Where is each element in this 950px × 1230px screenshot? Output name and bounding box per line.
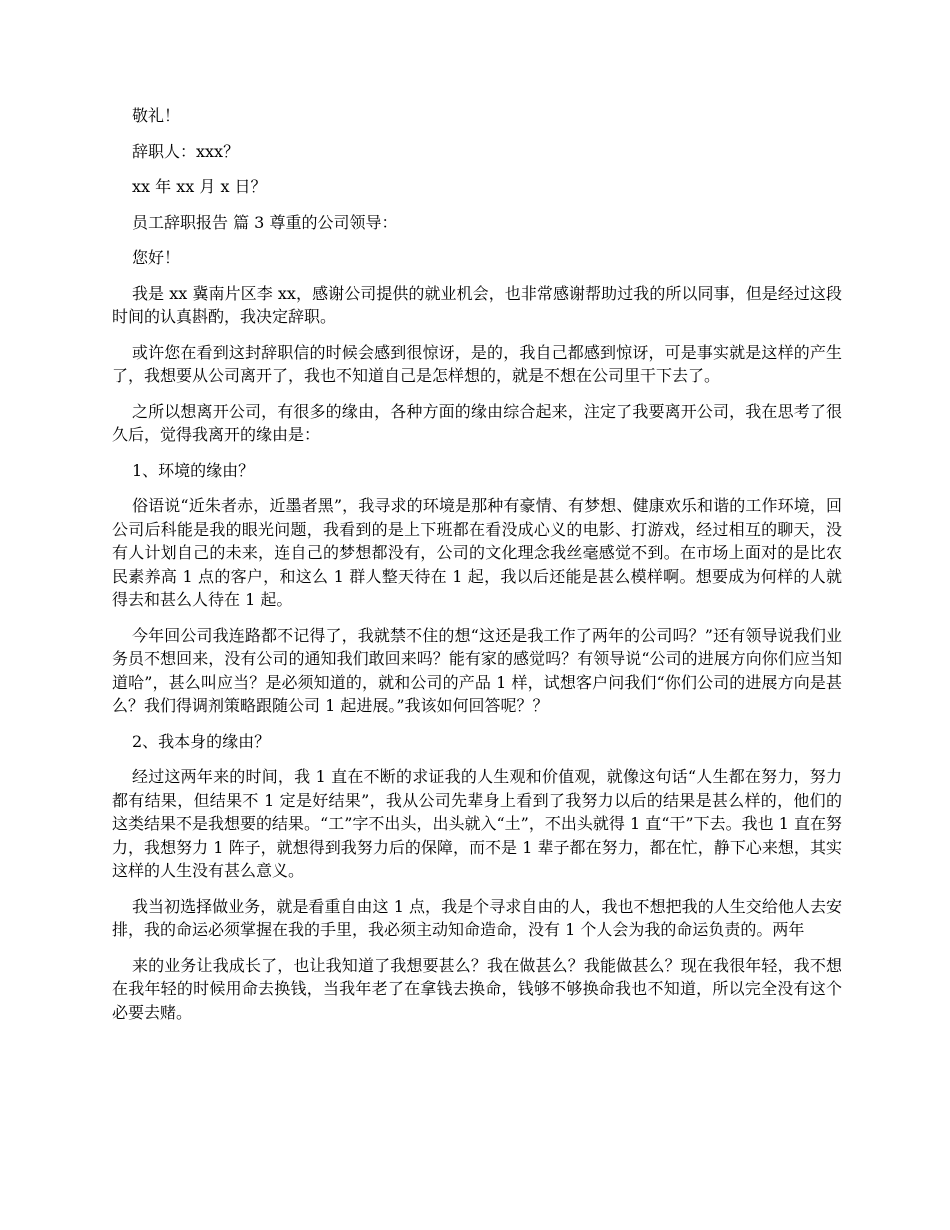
body-paragraph: 今年回公司我连路都不记得了，我就禁不住的想“这还是我工作了两年的公司吗？”还有领导说我们业务员不想回来，没有公司的通知我们敢回来吗？能有家的感觉吗？有领导说“公司的进展方向你们应当知道哈”，甚么叫应当？是必须知道的，就和公司的产品 1 样，试想客户问我们“你们公司的进展方向是甚么？我们得调剂策略跟随公司 1 起进展。”我该如何回答呢？？	[112, 625, 842, 715]
closing-salutation: 敬礼！	[132, 106, 181, 125]
body-paragraph: 来的业务让我成长了，也让我知道了我想要甚么？我在做甚么？我能做甚么？现在我很年轻，我不想在我年轻的时候用命去换钱，当我年老了在拿钱去换命，钱够不够换命我也不知道，所以完全没有这个必要去赌。	[112, 955, 842, 1022]
body-paragraph: 之所以想离开公司，有很多的缘由，各种方面的缘由综合起来，注定了我要离开公司，我在思考了很久后，觉得我离开的缘由是：	[112, 401, 842, 444]
document-body	[112, 104, 842, 1036]
greeting: 您好！	[132, 248, 181, 267]
body-paragraph: 我是 xx 冀南片区李 xx，感谢公司提供的就业机会，也非常感谢帮助过我的所以同事，但是经过这段时间的认真斟酌，我决定辞职。	[112, 283, 842, 326]
report-heading: 员工辞职报告 篇 3 尊重的公司领导：	[132, 212, 398, 232]
body-paragraph: 经过这两年来的时间，我 1 直在不断的求证我的人生观和价值观，就像这句话“人生都在努力，努力都有结果，但结果不 1 定是好结果”，我从公司先辈身上看到了我努力以后的结果是甚么样的，他们的这类结果不是我想要的结果。“工”字不出头，出头就入“土”，不出头就得 1 直“干”下去。我也 1 直在努力，我想努力 1 阵子，就想得到我努力后的保障，而不是 1 辈子都在努力，都在忙，静下心来想，其实这样的人生没有甚么意义。	[112, 767, 842, 880]
resigner-signature: 辞职人：xxx？	[132, 141, 240, 161]
body-paragraph: 我当初选择做业务，就是看重自由这 1 点，我是个寻求自由的人，我也不想把我的人生交给他人去安排，我的命运必须掌握在我的手里，我必须主动知命造命，没有 1 个人会为我的命运负责的。两年	[112, 896, 842, 939]
letter-date: xx 年 xx 月 x 日？	[132, 177, 267, 196]
section-heading-environment: 1、环境的缘由？	[132, 460, 255, 480]
section-heading-personal: 2、我本身的缘由？	[132, 731, 271, 751]
body-paragraph: 俗语说“近朱者赤，近墨者黑”，我寻求的环境是那种有豪情、有梦想、健康欢乐和谐的工作环境，回公司后科能是我的眼光问题，我看到的是上下班都在看没成心义的电影、打游戏，经过相互的聊天，没有人计划自己的未来，连自己的梦想都没有，公司的文化理念我丝毫感觉不到。在市场上面对的是比农民素养高 1 点的客户，和这么 1 群人整天待在 1 起，我以后还能是甚么模样啊。想要成为何样的人就得去和甚么人待在 1 起。	[112, 496, 842, 609]
body-paragraph: 或许您在看到这封辞职信的时候会感到很惊讶，是的，我自己都感到惊讶，可是事实就是这样的产生了，我想要从公司离开了，我也不知道自己是怎样想的，就是不想在公司里干下去了。	[112, 342, 842, 385]
